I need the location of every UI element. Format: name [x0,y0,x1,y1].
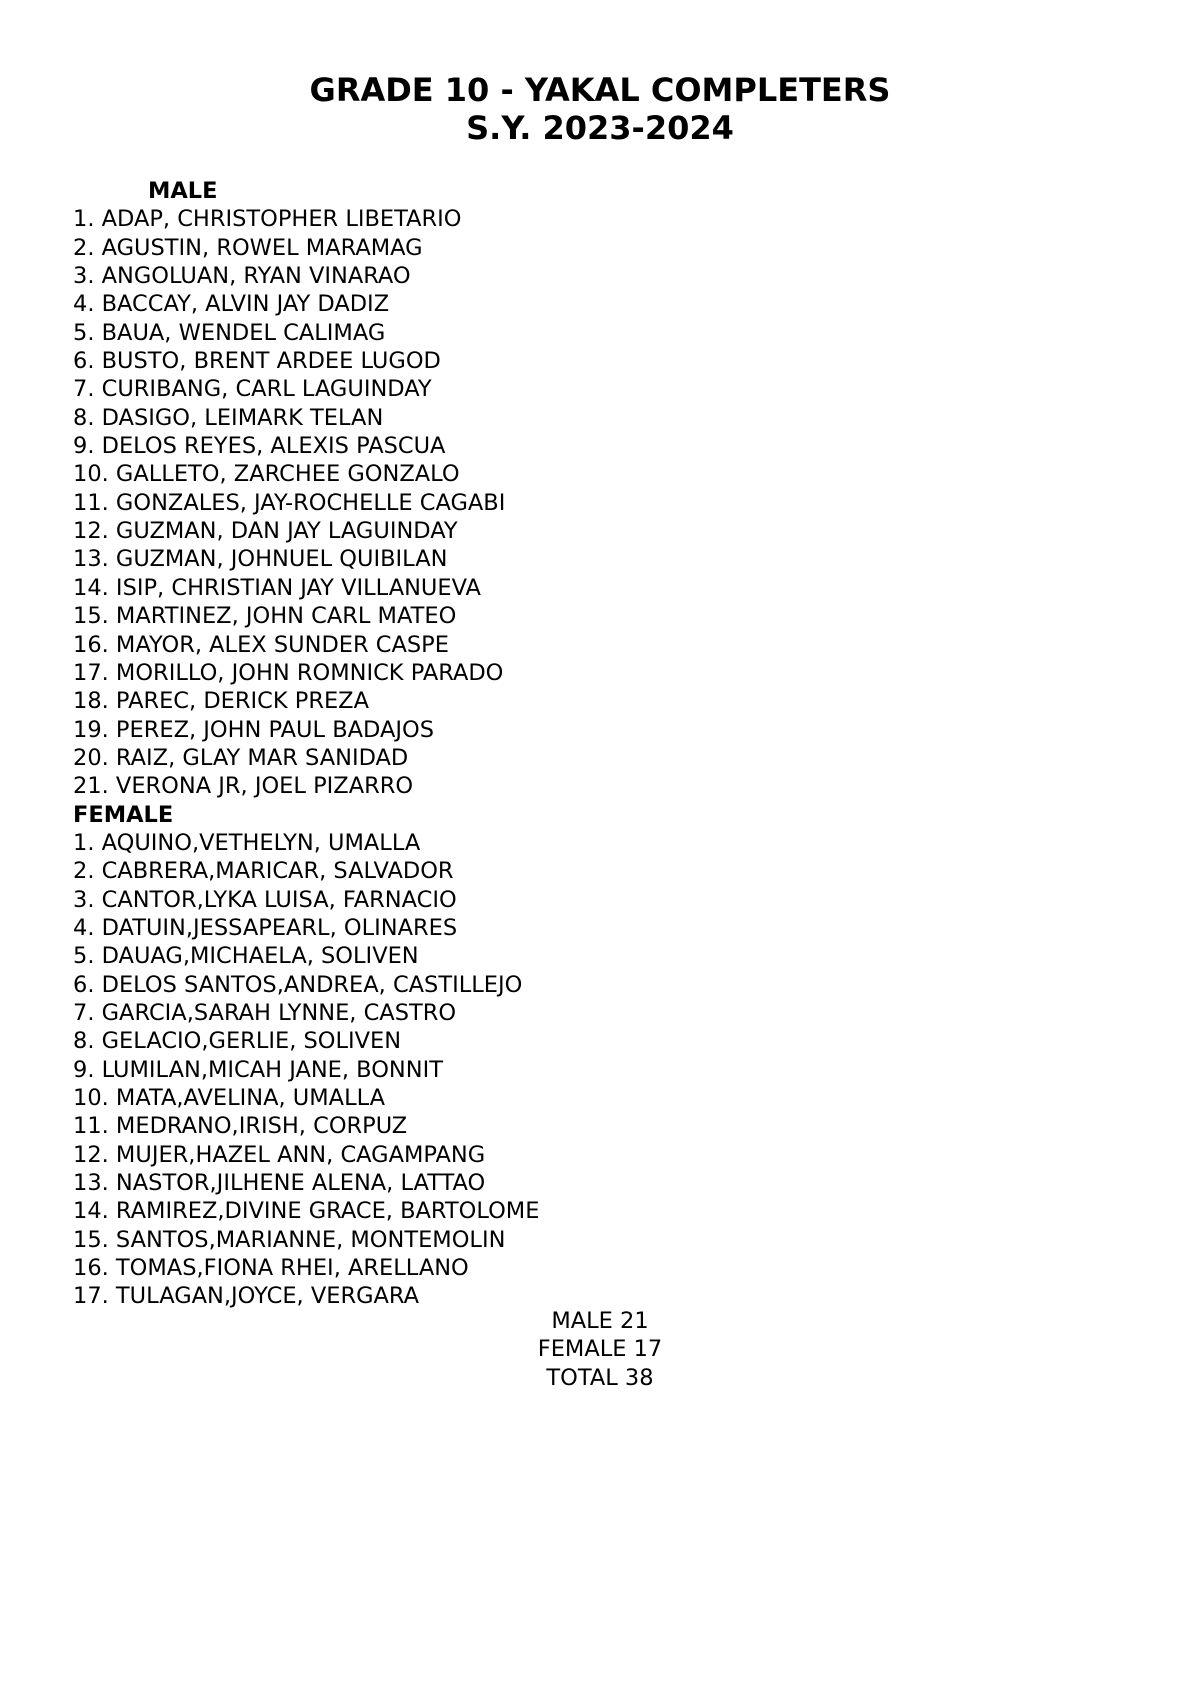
school-year: S.Y. 2023-2024 [466,109,734,147]
male-heading: MALE [148,178,218,204]
list-item: 1. ADAP, CHRISTOPHER LIBETARIO [73,206,462,233]
list-item: 15. SANTOS,MARIANNE, MONTEMOLIN [73,1226,506,1253]
female-total: FEMALE 17 [537,1336,663,1363]
list-item: 4. BACCAY, ALVIN JAY DADIZ [73,291,390,318]
document-title: GRADE 10 - YAKAL COMPLETERS [309,71,891,109]
list-item: 17. TULAGAN,JOYCE, VERGARA [73,1283,420,1310]
list-item: 11. MEDRANO,IRISH, CORPUZ [73,1113,408,1140]
male-list [73,205,773,800]
list-item: 12. GUZMAN, DAN JAY LAGUINDAY [73,518,458,545]
list-item: 7. CURIBANG, CARL LAGUINDAY [73,376,432,403]
list-item: 13. NASTOR,JILHENE ALENA, LATTAO [73,1170,486,1197]
grand-total: TOTAL 38 [546,1364,654,1391]
completers-list [73,177,773,1311]
list-item: 9. DELOS REYES, ALEXIS PASCUA [73,433,446,460]
list-item: 3. CANTOR,LYKA LUISA, FARNACIO [73,886,457,913]
list-item: 8. GELACIO,GERLIE, SOLIVEN [73,1028,402,1055]
list-item: 12. MUJER,HAZEL ANN, CAGAMPANG [73,1141,486,1168]
list-item: 17. MORILLO, JOHN ROMNICK PARADO [73,659,504,686]
list-item: 5. BAUA, WENDEL CALIMAG [73,319,386,346]
list-item: 9. LUMILAN,MICAH JANE, BONNIT [73,1056,443,1083]
list-item: 10. MATA,AVELINA, UMALLA [73,1085,386,1111]
list-item: 2. AGUSTIN, ROWEL MARAMAG [73,234,423,261]
list-item: 8. DASIGO, LEIMARK TELAN [73,404,384,431]
list-item: 2. CABRERA,MARICAR, SALVADOR [73,858,454,885]
list-item: 11. GONZALES, JAY-ROCHELLE CAGABI [73,489,506,516]
list-item: 18. PAREC, DERICK PREZA [73,688,369,715]
list-item: 14. RAMIREZ,DIVINE GRACE, BARTOLOME [73,1198,540,1225]
list-item: 6. DELOS SANTOS,ANDREA, CASTILLEJO [73,971,523,998]
list-item: 14. ISIP, CHRISTIAN JAY VILLANUEVA [73,574,481,601]
list-item: 16. MAYOR, ALEX SUNDER CASPE [73,631,449,658]
list-item: 6. BUSTO, BRENT ARDEE LUGOD [73,348,441,375]
list-item: 4. DATUIN,JESSAPEARL, OLINARES [73,914,458,941]
list-item: 5. DAUAG,MICHAELA, SOLIVEN [73,943,419,970]
totals-summary [420,1307,780,1392]
list-item: 21. VERONA JR, JOEL PIZARRO [73,773,414,800]
list-item: 1. AQUINO,VETHELYN, UMALLA [73,829,421,856]
list-item: 19. PEREZ, JOHN PAUL BADAJOS [73,716,434,743]
list-item: 15. MARTINEZ, JOHN CARL MATEO [73,603,457,630]
female-list [73,829,773,1311]
female-heading: FEMALE [73,801,174,828]
list-item: 7. GARCIA,SARAH LYNNE, CASTRO [73,999,457,1026]
list-item: 3. ANGOLUAN, RYAN VINARAO [73,263,411,290]
list-item: 10. GALLETO, ZARCHEE GONZALO [73,461,460,488]
list-item: 16. TOMAS,FIONA RHEI, ARELLANO [73,1255,469,1282]
list-item: 13. GUZMAN, JOHNUEL QUIBILAN [73,546,448,573]
male-total: MALE 21 [551,1308,649,1334]
list-item: 20. RAIZ, GLAY MAR SANIDAD [73,744,409,771]
